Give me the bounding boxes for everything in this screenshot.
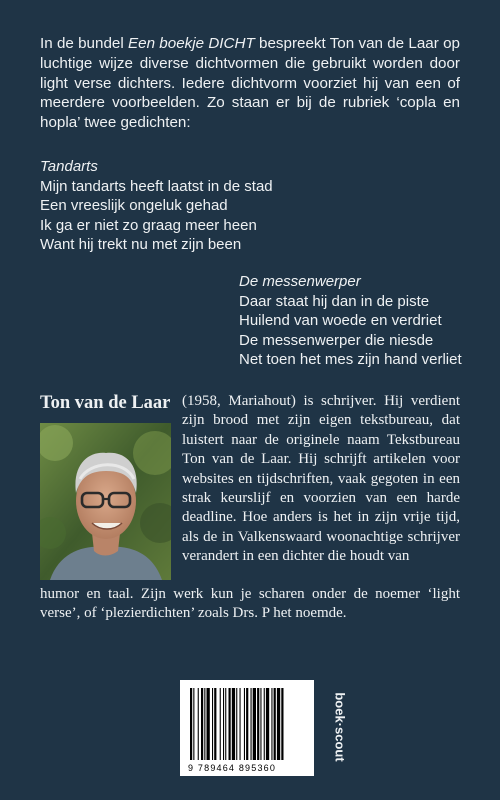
barcode-bar xyxy=(240,688,241,760)
barcode-bar xyxy=(251,688,252,760)
barcode-bar xyxy=(281,688,283,760)
barcode-bar xyxy=(229,688,231,760)
barcode-bar xyxy=(253,688,256,760)
poem-line: Ik ga er niet zo graag meer heen xyxy=(40,216,257,234)
author-bio: (1958, Mariahout) is schrijver. Hij verdient zijn brood met zijn eigen tekstbureau, dat luistert naar de originele naam Tekstbureau Ton van de Laar. Hij schrijft artikelen voor websites en tijdschriften, vaak gegoten in een strak keurslijf en voorzien van een harde deadline. Hoe anders is het in zijn vrije tijd, als de in Valkenswaard woonachtige schrijver verandert in een dichter die houdt van xyxy=(182,393,460,565)
barcode-bar xyxy=(266,688,269,760)
poem-messenwerper xyxy=(239,272,462,370)
poem-tandarts xyxy=(40,157,273,255)
poem-line: Huilend van woede en verdriet xyxy=(239,312,442,329)
poem-line: Mijn tandarts heeft laatst in de stad xyxy=(40,177,273,195)
poem-line: Net toen het mes zijn hand verliet xyxy=(239,351,462,368)
poem-title: Tandarts xyxy=(40,158,98,175)
barcode-bar xyxy=(271,688,272,760)
barcode-bars xyxy=(180,680,314,776)
barcode-bar xyxy=(223,688,224,760)
isbn-barcode xyxy=(180,680,314,776)
poem-line: De messenwerper die niesde xyxy=(239,331,434,349)
author-bio-continued: humor en taal. Zijn werk kun je scharen onder de noemer ‘light verse’, of ‘plezierdichten’ zoals Drs. P het noemde. xyxy=(40,586,460,622)
barcode-bar xyxy=(246,688,248,760)
barcode-bar xyxy=(225,688,226,760)
poem-title: De messenwerper xyxy=(239,273,361,290)
intro-paragraph xyxy=(40,34,460,133)
publisher-logo xyxy=(330,672,350,782)
author-photo xyxy=(40,423,171,580)
barcode-bar xyxy=(274,688,276,760)
book-title: Een boekje DICHT xyxy=(128,35,255,52)
intro-text-1: In de bundel xyxy=(40,35,128,52)
isbn-number: 9 789464 895360 xyxy=(188,763,277,773)
barcode-bar xyxy=(204,688,205,760)
barcode-bar xyxy=(232,688,235,760)
barcode-bar xyxy=(207,688,210,760)
barcode-bar xyxy=(190,688,192,760)
intro-text-2: bespreekt Ton van de Laar op luchtige wijze diverse dichtvormen die gebruikt worden door light verse dichters. Iedere dichtvorm voorziet hij van een of meerdere voorbeelden. Zo staan er bij de rubriek ‘copla en hopla’ twee gedichten: xyxy=(40,35,460,132)
poem-line: Want hij trekt nu met zijn been xyxy=(40,236,242,253)
barcode-bar xyxy=(257,688,259,760)
barcode-bar xyxy=(264,688,265,760)
barcode-bar xyxy=(277,688,280,760)
poem-line: Een vreeslijk ongeluk gehad xyxy=(40,197,228,214)
barcode-bar xyxy=(212,688,213,760)
barcode-bar xyxy=(201,688,203,760)
poem-line: Daar staat hij dan in de piste xyxy=(239,292,430,310)
barcode-bar xyxy=(214,688,216,760)
barcode-bar xyxy=(198,688,199,760)
barcode-bar xyxy=(244,688,245,760)
author-name: Ton van de Laar xyxy=(40,393,171,413)
barcode-bar xyxy=(260,688,261,760)
publisher-name: boek·scout xyxy=(332,692,348,762)
author-portrait-image xyxy=(40,423,171,580)
barcode-bar xyxy=(193,688,194,760)
barcode-bar xyxy=(236,688,237,760)
barcode-bar xyxy=(220,688,221,760)
